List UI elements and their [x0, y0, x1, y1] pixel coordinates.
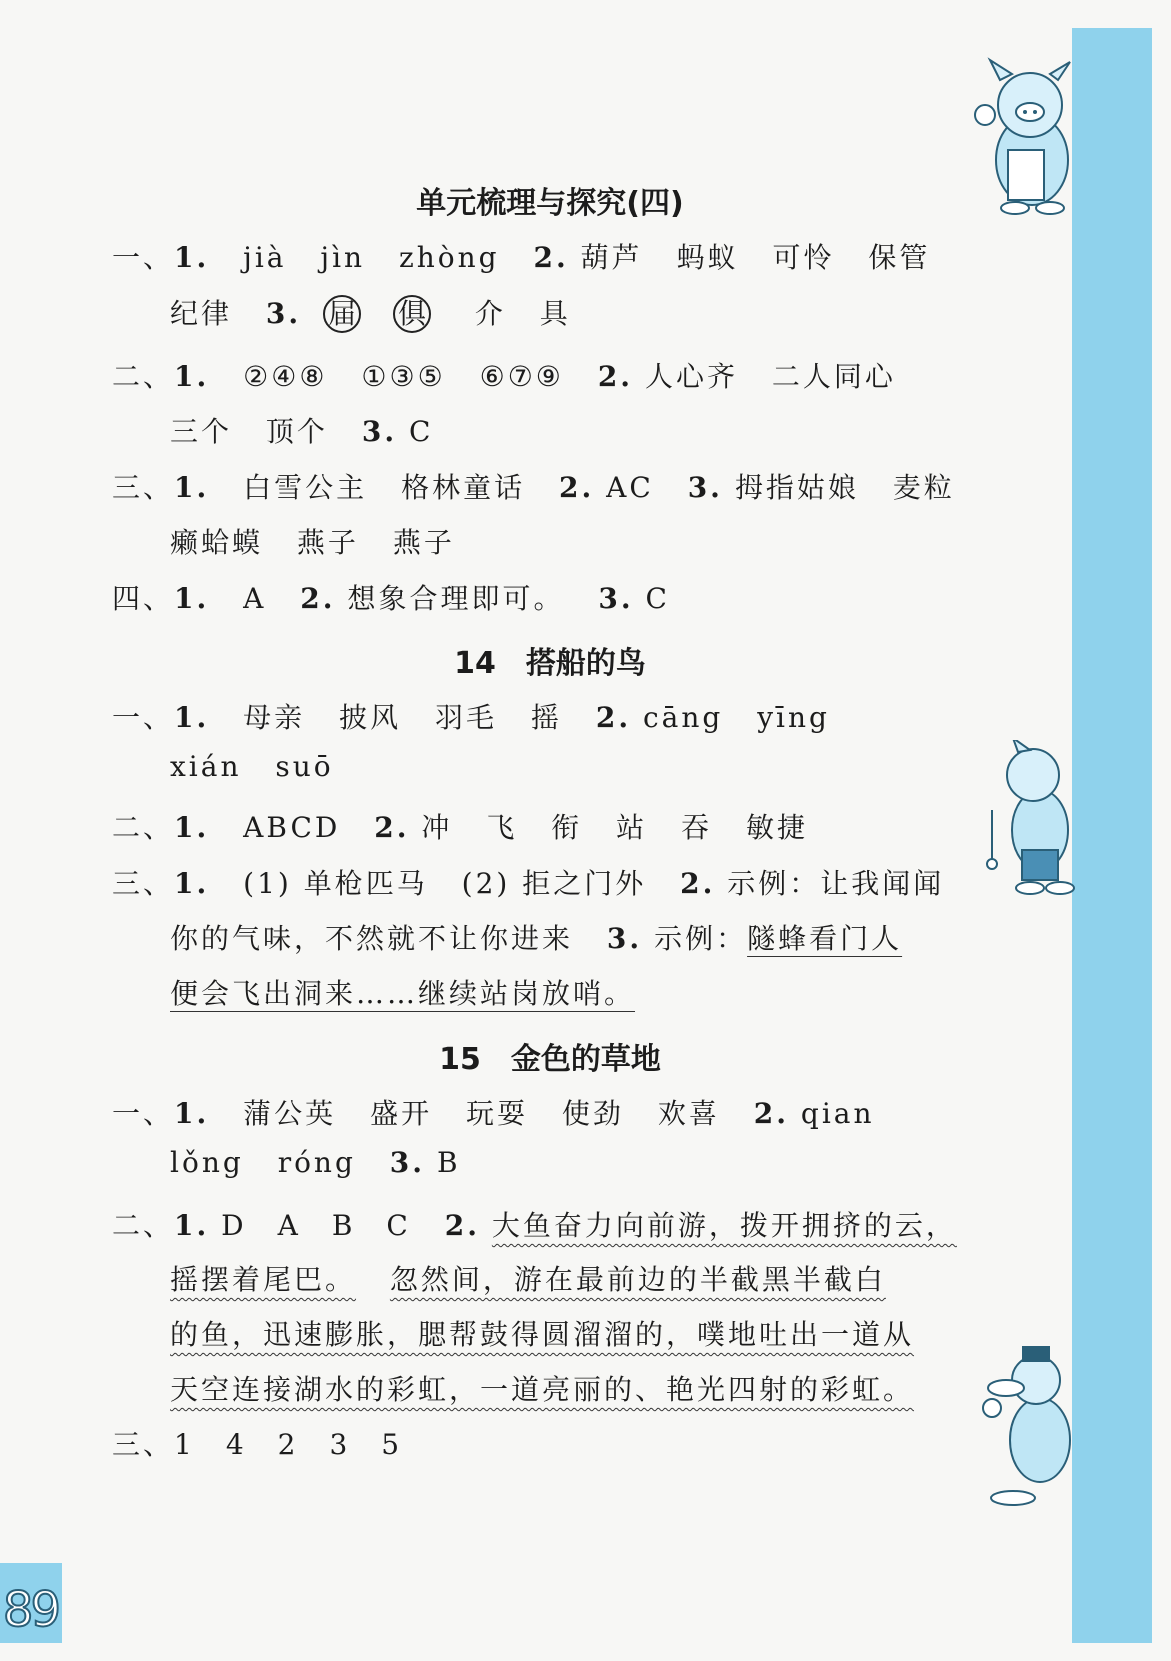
answer-text: qian — [800, 1097, 875, 1130]
answer-text: C — [645, 582, 670, 615]
answer-text: 二人同心 — [771, 360, 896, 393]
answer-text: ABCD — [243, 811, 341, 844]
answer-text: 可怜 — [772, 241, 835, 274]
answer-line — [170, 1146, 461, 1179]
answer-text: 人心齐 — [644, 360, 738, 393]
page-number: 89 — [2, 1582, 58, 1638]
answer-text: jìn — [320, 241, 366, 274]
answer-text: 燕子 — [392, 526, 455, 559]
answer-text: A — [243, 582, 267, 615]
answer-text: ①③⑤ — [361, 360, 446, 393]
item-number: 3. — [606, 922, 643, 955]
answer-text: 想象合理即可。 — [347, 582, 565, 615]
item-number: 3. — [687, 471, 723, 504]
line-prefix: 三、 — [112, 471, 175, 504]
item-number: 1. — [174, 582, 210, 615]
answer-text: 格林童话 — [401, 471, 526, 504]
answer-text: ⑥⑦⑨ — [479, 360, 564, 393]
item-number: 1. — [174, 701, 210, 734]
answer-line — [170, 521, 455, 561]
answer-line — [112, 696, 830, 736]
item-number: 2. — [533, 241, 569, 274]
answer-text: 麦粒 — [892, 471, 955, 504]
answer-line — [112, 236, 930, 276]
answer-text: 1 4 2 3 5 — [174, 1428, 403, 1461]
answer-text: suō — [275, 750, 334, 783]
wolf-mascot-icon — [978, 740, 1088, 900]
answer-text: 飞 — [486, 811, 518, 844]
circled-character: 届 — [323, 295, 361, 333]
answer-text: 站 — [616, 811, 648, 844]
wavy-underlined-answer: 摇摆着尾巴。 — [170, 1263, 357, 1296]
answer-line — [170, 1368, 914, 1408]
answer-line — [112, 1092, 875, 1132]
answer-text: 白雪公主 — [243, 471, 368, 504]
answer-line — [112, 466, 955, 506]
answer-text: 衔 — [551, 811, 583, 844]
line-prefix: 一、 — [112, 701, 175, 734]
answer-line — [170, 292, 571, 333]
answer-text: yīng — [757, 701, 830, 734]
answer-line — [170, 410, 433, 450]
circled-character: 俱 — [393, 295, 431, 333]
answer-text: 燕子 — [296, 526, 359, 559]
answer-text: 冲 — [421, 811, 453, 844]
answer-text: lǒng — [170, 1146, 244, 1179]
wavy-underlined-answer: 天空连接湖水的彩虹，一道亮丽的、艳光四射的彩虹。 — [170, 1373, 915, 1406]
answer-text: 吞 — [681, 811, 713, 844]
answer-line — [112, 862, 944, 902]
answer-text: 摇 — [530, 701, 562, 734]
section-title: 14 搭船的鸟 — [454, 646, 646, 681]
answer-text: 玩耍 — [466, 1097, 529, 1130]
answer-text: jià — [243, 241, 287, 274]
answer-text: 盛开 — [370, 1097, 433, 1130]
answer-line — [170, 972, 635, 1012]
answer-text: cāng — [642, 701, 724, 734]
answer-text: róng — [277, 1146, 356, 1179]
answer-text: (1) 单枪匹马 — [243, 867, 428, 900]
answer-text: 敏捷 — [746, 811, 809, 844]
answer-line — [170, 750, 334, 783]
answer-text: 顶个 — [265, 415, 328, 448]
answer-text: 拇指姑娘 — [734, 471, 859, 504]
answer-text: zhòng — [398, 241, 500, 274]
answer-text: ②④⑧ — [243, 360, 328, 393]
item-number: 2. — [597, 360, 634, 393]
wavy-underlined-answer: 忽然间，游在最前边的半截黑半截白 — [389, 1263, 886, 1296]
item-number: 1. — [174, 241, 210, 274]
item-number: 3. — [598, 582, 634, 615]
answer-text: 示例： — [654, 922, 748, 955]
wavy-underlined-answer: 的鱼，迅速膨胀，腮帮鼓得圆溜溜的，噗地吐出一道从 — [170, 1318, 915, 1351]
answer-text: 癞蛤蟆 — [170, 526, 264, 559]
line-prefix: 三、 — [112, 1428, 175, 1461]
item-number: 2. — [300, 582, 336, 615]
answer-text: 母亲 — [243, 701, 306, 734]
item-number: 3. — [361, 415, 398, 448]
item-number: 3. — [389, 1146, 426, 1179]
answer-text: D A B C — [221, 1209, 411, 1242]
answer-line — [112, 355, 896, 395]
answer-line — [112, 1204, 957, 1244]
answer-line — [170, 1313, 914, 1353]
duck-mascot-icon — [978, 1340, 1088, 1510]
answer-line — [112, 806, 808, 846]
item-number: 2. — [680, 867, 716, 900]
answer-text: C — [408, 415, 434, 448]
answer-text: B — [436, 1146, 461, 1179]
answer-text: 纪律 — [170, 297, 233, 330]
item-number: 2. — [444, 1209, 480, 1242]
answer-text: AC — [606, 471, 654, 504]
item-number: 1. — [174, 360, 210, 393]
answer-text: 欢喜 — [657, 1097, 720, 1130]
answer-text: xián — [170, 750, 242, 783]
answer-text: (2) 拒之门外 — [461, 867, 647, 900]
line-prefix: 三、 — [112, 867, 175, 900]
answer-text: 披风 — [339, 701, 402, 734]
answer-text: 介 — [474, 297, 506, 330]
item-number: 1. — [174, 811, 210, 844]
underlined-answer: 便会飞出洞来……继续站岗放哨。 — [170, 977, 636, 1010]
item-number: 3. — [265, 297, 302, 330]
item-number: 2. — [595, 701, 632, 734]
item-number: 1. — [174, 867, 210, 900]
answer-text: 保管 — [868, 241, 931, 274]
line-prefix: 四、 — [112, 582, 175, 615]
item-number: 1. — [174, 1209, 210, 1242]
answer-text: 使劲 — [561, 1097, 624, 1130]
answer-text: 具 — [539, 297, 571, 330]
answer-line — [112, 1423, 402, 1463]
line-prefix: 一、 — [112, 241, 175, 274]
section-title: 15 金色的草地 — [439, 1042, 661, 1077]
answer-line — [112, 577, 670, 617]
line-prefix: 一、 — [112, 1097, 175, 1130]
line-prefix: 二、 — [112, 1209, 175, 1242]
item-number: 2. — [559, 471, 595, 504]
answer-line — [170, 917, 902, 957]
item-number: 2. — [753, 1097, 789, 1130]
section-title: 单元梳理与探究(四) — [416, 186, 684, 221]
answer-text: 三个 — [170, 415, 233, 448]
line-prefix: 二、 — [112, 811, 175, 844]
answer-text: 示例：让我闻闻 — [727, 867, 945, 900]
answer-text: 葫芦 — [580, 241, 643, 274]
underlined-answer: 隧蜂看门人 — [747, 922, 903, 955]
line-prefix: 二、 — [112, 360, 175, 393]
item-number: 1. — [174, 471, 210, 504]
item-number: 1. — [174, 1097, 210, 1130]
answer-text: 你的气味，不然就不让你进来 — [170, 922, 574, 955]
answer-text: 蚂蚁 — [676, 241, 739, 274]
answer-text: 羽毛 — [435, 701, 498, 734]
answer-line — [170, 1258, 886, 1298]
item-number: 2. — [374, 811, 410, 844]
wavy-underlined-answer: 大鱼奋力向前游，拨开拥挤的云， — [491, 1209, 957, 1242]
answer-text: 蒲公英 — [243, 1097, 337, 1130]
